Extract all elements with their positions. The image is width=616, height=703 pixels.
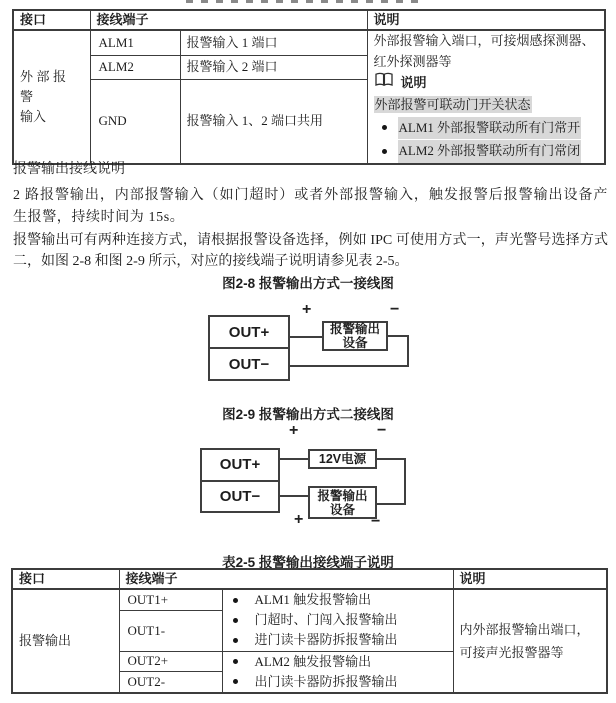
header-desc: 说明 bbox=[367, 10, 605, 30]
table-row bbox=[13, 30, 605, 56]
wire bbox=[376, 458, 406, 460]
wire bbox=[404, 458, 406, 505]
header-terminal: 接线端子 bbox=[90, 10, 367, 30]
book-icon bbox=[374, 72, 394, 94]
terminal-desc-cell bbox=[222, 589, 453, 651]
paragraph: 2 路报警输出，内部报警输入（如门超时）或者外部报警输入，触发报警后报警输出设备产生报警，持续时间为 15s。 bbox=[13, 188, 608, 225]
table-2-5-caption: 表2-5 报警输出接线端子说明 bbox=[222, 555, 394, 570]
terminal-cell: ALM2 bbox=[90, 56, 180, 79]
terminal-cell: OUT1+ bbox=[119, 589, 222, 610]
bullet-dot bbox=[233, 638, 238, 643]
interface-line: 输入 bbox=[20, 108, 47, 124]
list-item bbox=[229, 590, 447, 610]
wire bbox=[386, 335, 409, 337]
bullet-dot bbox=[233, 659, 238, 664]
interface-cell: 报警输出 bbox=[12, 589, 119, 693]
remark-cell bbox=[367, 30, 605, 164]
figure-2-9-caption: 图2-9 报警输出方式二接线图 bbox=[222, 407, 394, 422]
bullet-text: 出门读卡器防拆报警输出 bbox=[254, 673, 398, 689]
bullet-dot bbox=[233, 679, 238, 684]
table-row bbox=[12, 589, 607, 610]
terminal-cell: OUT2+ bbox=[119, 651, 222, 671]
terminal-desc-cell: 报警输入 1 端口 bbox=[180, 30, 367, 56]
note-label: 说明 bbox=[400, 74, 427, 90]
bullet-dot bbox=[233, 618, 238, 623]
linkage-title-line bbox=[374, 95, 599, 116]
out-terminal-box bbox=[208, 315, 290, 381]
bullet-text: ALM2 外部报警联动所有门常闭 bbox=[398, 140, 582, 163]
wire bbox=[279, 458, 309, 460]
figure-2-8-caption: 图2-8 报警输出方式一接线图 bbox=[222, 276, 394, 291]
out-plus-label: OUT+ bbox=[202, 450, 278, 482]
desc-cell: 内外部报警输出端口，可接声光报警器等 bbox=[453, 589, 607, 693]
paragraph: 报警输出可有两种连接方式，请根据报警设备选择，例如 IPC 可使用方式一，声光警号选择方式二，如图 2-8 和图 2-9 所示，对应的接线端子说明请参见表 2-5。 bbox=[13, 233, 608, 269]
bullet-text: ALM2 触发报警输出 bbox=[254, 653, 372, 669]
header-terminal: 接线端子 bbox=[119, 569, 453, 589]
terminal-cell: OUT2- bbox=[119, 671, 222, 692]
power-label: 12V电源 bbox=[318, 452, 367, 466]
remark-text: 外部报警输入端口，可接烟感探测器、红外探测器等 bbox=[373, 33, 595, 69]
bullet-dot bbox=[382, 149, 387, 154]
terminal-cell: OUT1- bbox=[119, 610, 222, 651]
table-header-row bbox=[13, 10, 605, 30]
out-minus-label: OUT− bbox=[228, 355, 270, 373]
device-label-line: 报警输出 bbox=[329, 322, 380, 336]
terminal-desc-cell bbox=[222, 651, 453, 693]
out-plus-label: OUT+ bbox=[210, 317, 288, 349]
terminal-cell: GND bbox=[90, 79, 180, 163]
wire bbox=[407, 335, 409, 367]
list-item bbox=[229, 652, 447, 672]
list-item bbox=[229, 610, 447, 630]
bullet-text: 门超时、门闯入报警输出 bbox=[254, 612, 398, 628]
note-row bbox=[374, 73, 599, 93]
alarm-device-box bbox=[308, 486, 377, 519]
device-label-line: 报警输出 bbox=[317, 488, 368, 503]
wire bbox=[279, 495, 309, 497]
bullet-text: ALM1 外部报警联动所有门常开 bbox=[398, 117, 582, 140]
out-minus-label: OUT− bbox=[219, 487, 261, 505]
out-terminal-box bbox=[200, 448, 280, 513]
header-interface: 接口 bbox=[12, 569, 119, 589]
wire bbox=[289, 336, 323, 338]
terminal-desc-cell: 报警输入 2 端口 bbox=[180, 56, 367, 79]
list-item bbox=[229, 672, 447, 692]
minus-sign: − bbox=[390, 301, 400, 318]
device-label-line: 设备 bbox=[329, 502, 355, 517]
wire bbox=[376, 503, 406, 505]
linkage-title: 外部报警可联动门开关状态 bbox=[374, 97, 531, 112]
alarm-input-table bbox=[12, 9, 606, 165]
device-label-line: 设备 bbox=[342, 336, 368, 350]
plus-sign: + bbox=[294, 511, 304, 528]
wire bbox=[289, 365, 409, 367]
interface-line: 外部报警 bbox=[20, 68, 70, 104]
terminal-desc-cell: 报警输入 1、2 端口共用 bbox=[180, 79, 367, 163]
alarm-device-box bbox=[322, 321, 388, 351]
plus-sign: + bbox=[289, 422, 299, 439]
minus-sign: − bbox=[377, 422, 387, 439]
power-box bbox=[308, 449, 377, 469]
bullet-text: ALM1 触发报警输出 bbox=[254, 592, 372, 608]
table-header-row bbox=[12, 569, 607, 589]
terminal-cell: ALM1 bbox=[90, 30, 180, 56]
list-item bbox=[229, 630, 447, 650]
bullet-text: 进门读卡器防拆报警输出 bbox=[254, 632, 398, 648]
alarm-output-table bbox=[11, 568, 608, 694]
bullet-dot bbox=[382, 125, 387, 130]
bullet-dot bbox=[233, 598, 238, 603]
minus-sign: − bbox=[371, 513, 381, 530]
header-interface: 接口 bbox=[13, 10, 90, 30]
plus-sign: + bbox=[302, 301, 312, 318]
clipped-caption-fragment bbox=[186, 0, 424, 3]
section-title: 报警输出接线说明 bbox=[13, 162, 125, 177]
list-item bbox=[374, 117, 599, 140]
header-desc: 说明 bbox=[453, 569, 607, 589]
interface-cell bbox=[13, 30, 90, 164]
